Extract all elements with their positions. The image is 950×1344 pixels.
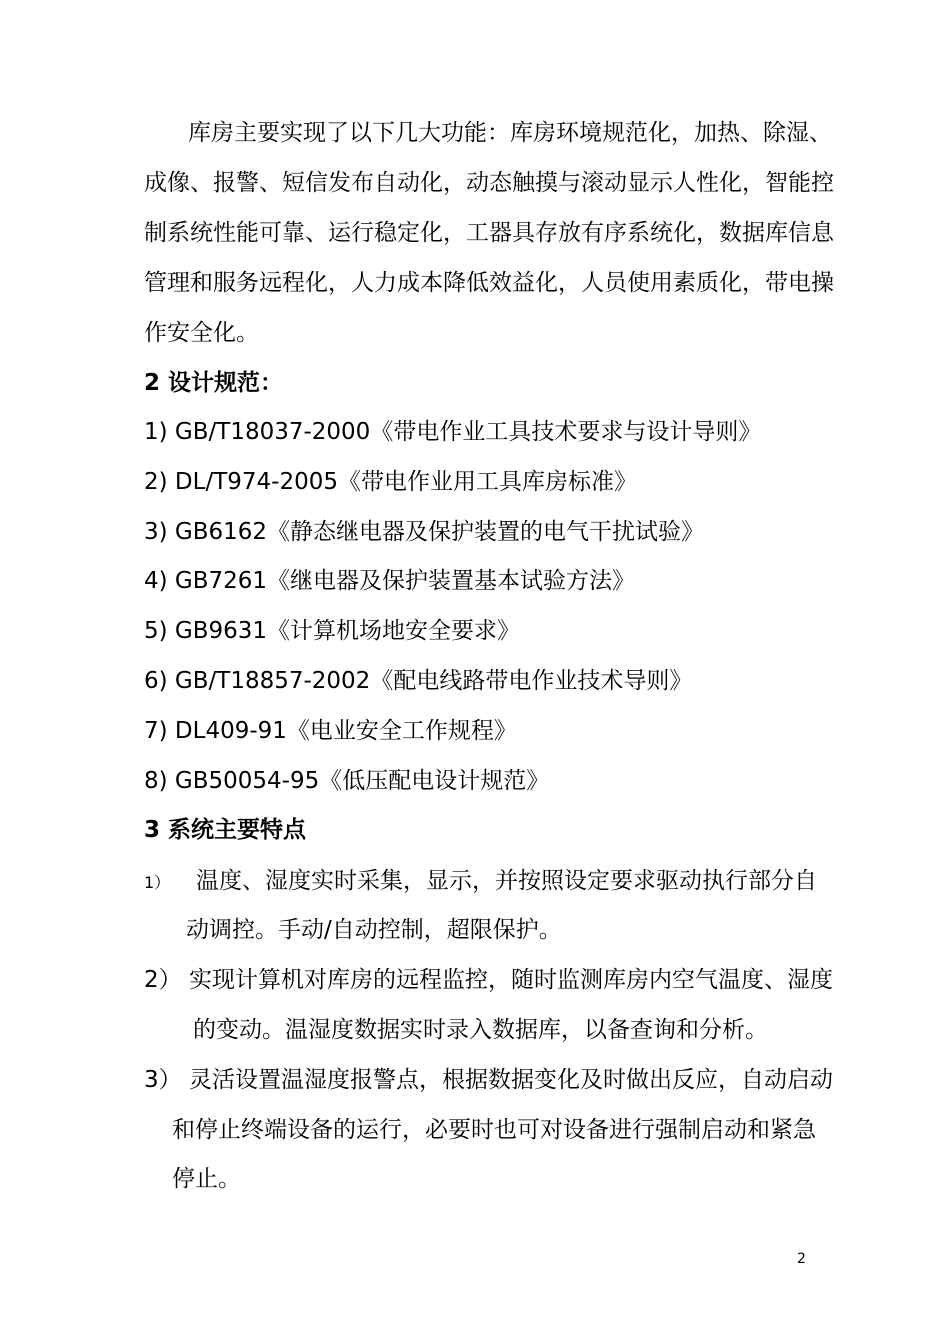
standard-item-6: 6) GB/T18857-2002《配电线路带电作业技术导则》 [144, 668, 693, 694]
section-2-heading: 2 设计规范： [144, 370, 284, 396]
intro-line-2: 成像、报警、短信发布自动化，动态触摸与滚动显示人性化，智能控 [144, 170, 834, 196]
feature-3-line-1: 3） 灵活设置温湿度报警点，根据数据变化及时做出反应，自动启动 [144, 1067, 833, 1093]
intro-line-5: 作安全化。 [144, 320, 259, 346]
standard-item-8: 8) GB50054-95《低压配电设计规范》 [144, 768, 550, 794]
standard-item-1: 1) GB/T18037-2000《带电作业工具技术要求与设计导则》 [144, 419, 762, 445]
section-3-heading: 3 系统主要特点 [144, 817, 307, 843]
feature-2-line-1: 2） 实现计算机对库房的远程监控，随时监测库房内空气温度、湿度 [144, 967, 833, 993]
standard-item-4: 4) GB7261《继电器及保护装置基本试验方法》 [144, 568, 636, 594]
page-number: 2 [797, 1251, 806, 1267]
feature-1-line-2: 动调控。手动/自动控制，超限保护。 [186, 917, 562, 943]
intro-line-4: 管理和服务远程化，人力成本降低效益化，人员使用素质化，带电操 [144, 270, 834, 296]
feature-1-marker: 1） [144, 873, 171, 892]
intro-line-1: 库房主要实现了以下几大功能：库房环境规范化，加热、除湿、 [188, 120, 832, 146]
feature-3-line-3: 停止。 [172, 1166, 241, 1192]
standard-item-7: 7) DL409-91《电业安全工作规程》 [144, 718, 517, 744]
feature-2-line-2: 的变动。温湿度数据实时录入数据库，以备查询和分析。 [193, 1017, 768, 1043]
intro-line-3: 制系统性能可靠、运行稳定化，工器具存放有序系统化，数据库信息 [144, 220, 834, 246]
feature-1-line-1: 温度、湿度实时采集，显示，并按照设定要求驱动执行部分自 [196, 868, 817, 894]
standard-item-3: 3) GB6162《静态继电器及保护装置的电气干扰试验》 [144, 519, 705, 545]
standard-item-2: 2) DL/T974-2005《带电作业用工具库房标准》 [144, 469, 637, 495]
feature-3-line-2: 和停止终端设备的运行，必要时也可对设备进行强制启动和紧急 [172, 1117, 816, 1143]
standard-item-5: 5) GB9631《计算机场地安全要求》 [144, 618, 521, 644]
